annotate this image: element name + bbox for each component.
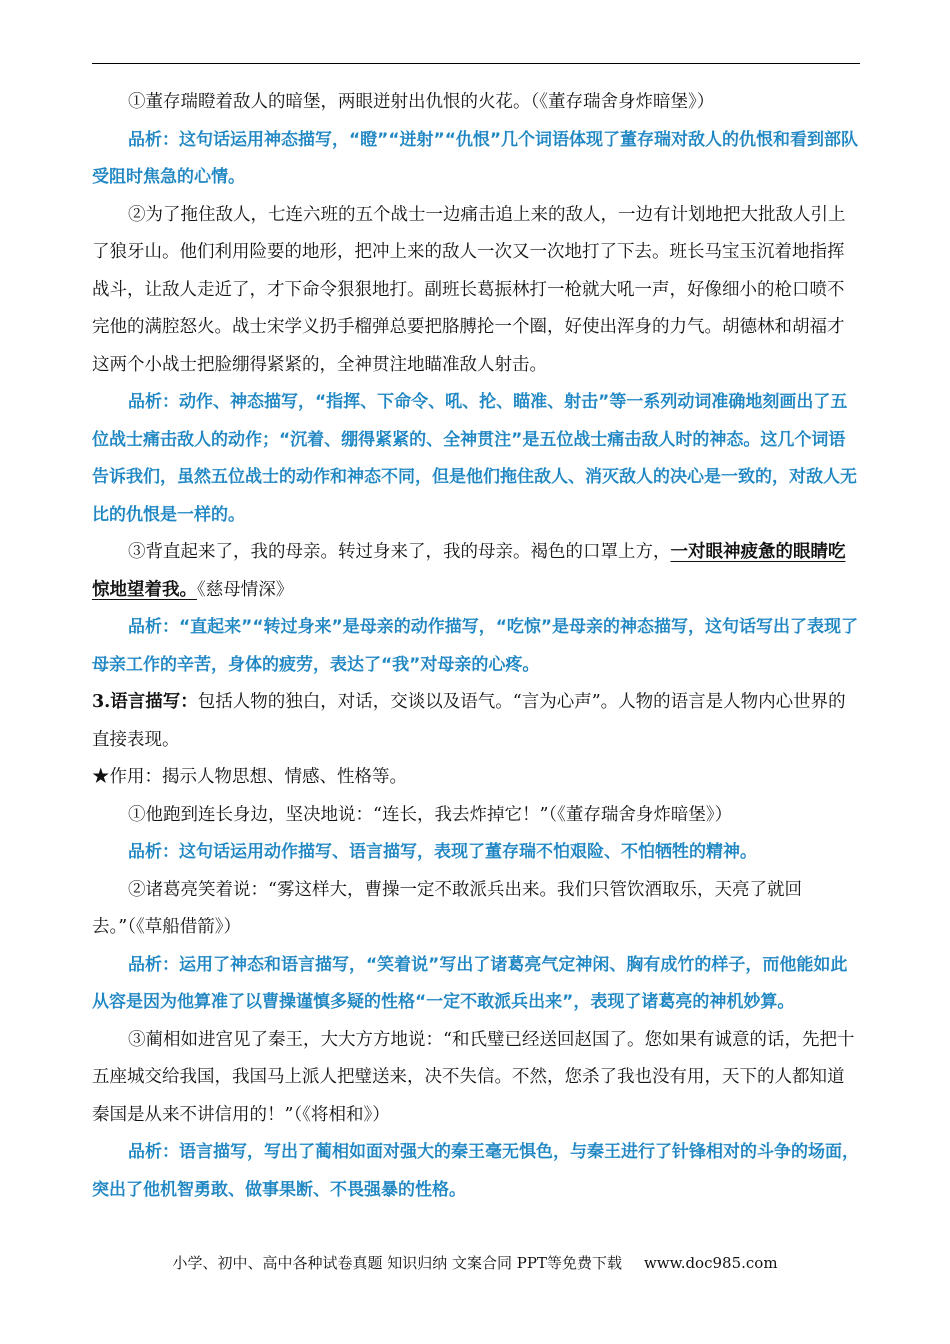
analysis-paragraph: 品析：语言描写，写出了蔺相如面对强大的秦王毫无惧色，与秦王进行了针锋相对的斗争的场面，突出了他机智勇敢、做事果断、不畏强暴的性格。 (92, 1142, 859, 1200)
analysis-paragraph: 品析：运用了神态和语言描写，“笑着说”写出了诸葛亮气定神闲、胸有成竹的样子，而他能如此从容是因为他算准了以曹操谨慎多疑的性格“一定不敢派兵出来”，表现了诸葛亮的神机妙算。 (92, 954, 848, 1012)
example-text: ③背直起来了，我的母亲。转过身来了，我的母亲。褐色的口罩上方， (128, 542, 671, 562)
example-paragraph: ③蔺相如进宫见了秦王，大大方方地说：“和氏璧已经送回赵国了。您如果有诚意的话，先把十五座城交给我国，我国马上派人把璧送来，决不失信。不然，您杀了我也没有用，天下的人都知道秦国是从来不讲信用的！”（《将相和》） (92, 1029, 855, 1125)
section-title: 3.语言描写： (92, 692, 198, 712)
source-title: 《慈母情深》 (197, 579, 294, 600)
document-body (92, 84, 860, 1209)
analysis-paragraph: 品析：这句话运用动作描写、语言描写，表现了董存瑞不怕艰险、不怕牺牲的精神。 (128, 842, 757, 862)
header-rule (92, 63, 860, 64)
footer-url[interactable]: www.doc985.com (643, 1254, 778, 1272)
example-paragraph: ②诸葛亮笑着说：“雾这样大，曹操一定不敢派兵出来。我们只管饮酒取乐，天亮了就回去。”（《草船借箭》） (92, 879, 802, 937)
example-paragraph: ①他跑到连长身边，坚决地说：“连长，我去炸掉它！”（《董存瑞舍身炸暗堡》） (128, 804, 733, 825)
example-paragraph (92, 534, 860, 609)
effect-line: ★作用：揭示人物思想、情感、性格等。 (92, 767, 407, 787)
page-footer (0, 1252, 950, 1273)
footer-text: 小学、初中、高中各种试卷真题 知识归纳 文案合同 PPT等免费下载 (172, 1254, 622, 1272)
example-paragraph: ②为了拖住敌人，七连六班的五个战士一边痛击追上来的敌人，一边有计划地把大批敌人引上了狼牙山。他们利用险要的地形，把冲上来的敌人一次又一次地打了下去。班长马宝玉沉着地指挥战斗，让敌人走近了，才下命令狠狠地打。副班长葛振林打一枪就大吼一声，好像细小的枪口喷不完他的满腔怒火。战士宋学义扔手榴弹总要把胳膊抡一个圈，好使出浑身的力气。胡德林和胡福才这两个小战士把脸绷得紧紧的，全神贯注地瞄准敌人射击。 (92, 204, 846, 375)
example-paragraph: ①董存瑞瞪着敌人的暗堡，两眼迸射出仇恨的火花。（《董存瑞舍身炸暗堡》） (128, 92, 715, 112)
underlined-phrase: 一对眼神疲惫的眼睛吃惊地望着我。 (92, 542, 846, 600)
section-description: 包括人物的独白，对话，交谈以及语气。“言为心声”。人物的语言是人物内心世界的直接表现。 (92, 692, 846, 750)
analysis-paragraph: 品析：动作、神态描写，“指挥、下命令、吼、抡、瞄准、射击”等一系列动词准确地刻画出了五位战士痛击敌人的动作；“沉着、绷得紧紧的、全神贯注”是五位战士痛击敌人时的神态。这几个词语告诉我们，虽然五位战士的动作和神态不同，但是他们拖住敌人、消灭敌人的决心是一致的，对敌人无比的仇恨是一样的。 (92, 392, 857, 525)
analysis-paragraph: 品析：这句话运用神态描写，“瞪”“迸射”“仇恨”几个词语体现了董存瑞对敌人的仇恨和看到部队受阻时焦急的心情。 (92, 129, 859, 187)
analysis-paragraph: 品析：“直起来”“转过身来”是母亲的动作描写，“吃惊”是母亲的神态描写，这句话写出了表现了母亲工作的辛苦，身体的疲劳，表达了“我”对母亲的心疼。 (92, 617, 859, 675)
section-heading (92, 684, 860, 759)
